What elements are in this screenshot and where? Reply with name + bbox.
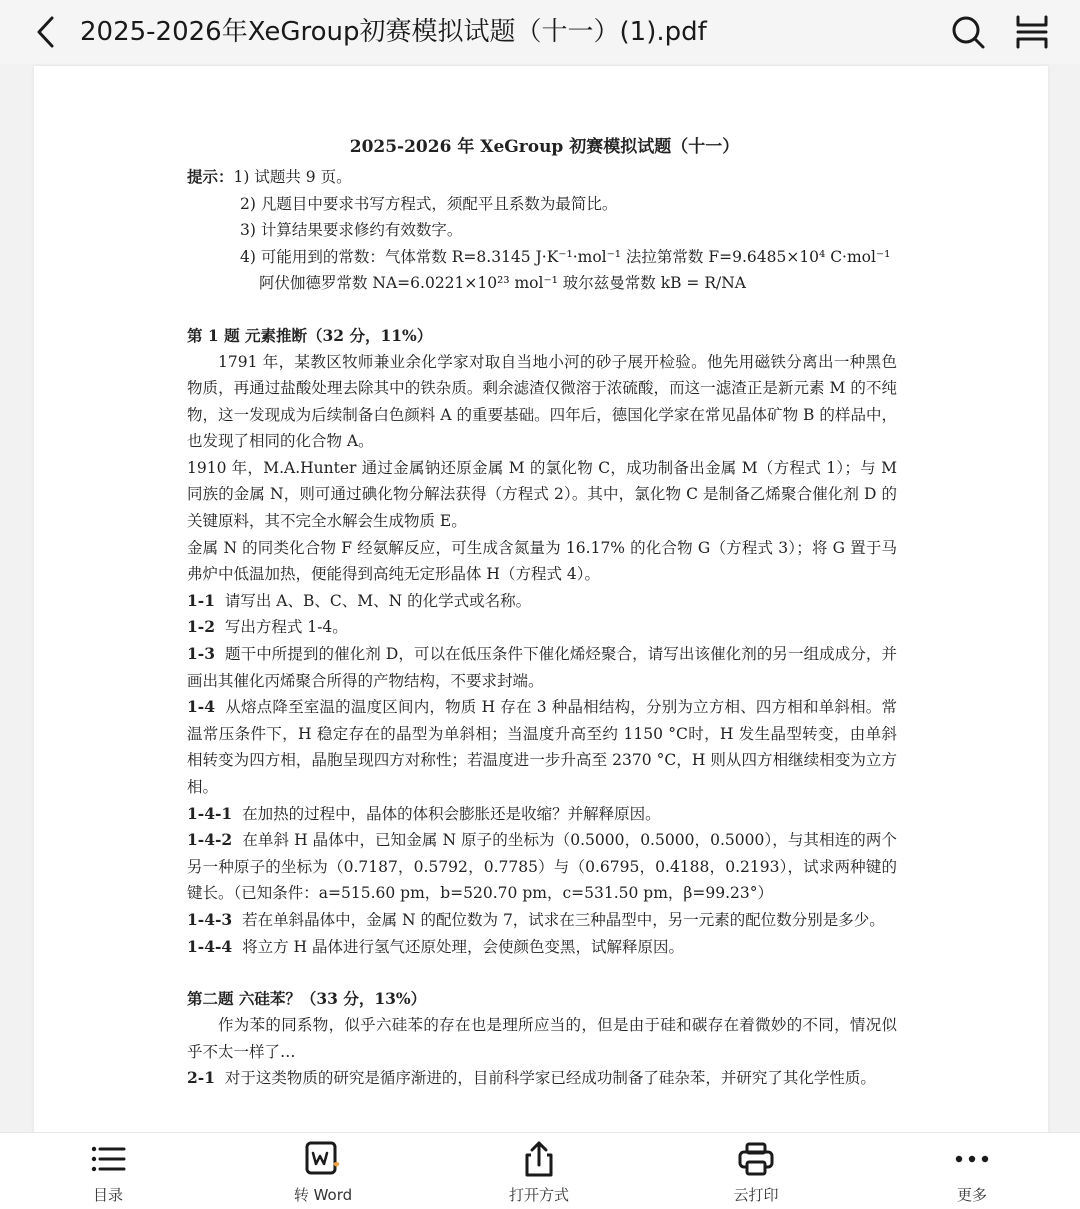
doc-title: 2025-2026 年 XeGroup 初赛模拟试题（十一） [349,137,740,157]
hint-item: 2) 凡题目中要求书写方程式，须配平且系数为最简比。 [240,194,618,213]
toolbar-label: 目录 [92,1186,123,1204]
question [187,1065,897,1092]
search-button[interactable] [948,12,988,52]
question-text: 若在单斜晶体中，金属 N 的配位数为 7，试求在三种晶型中，另一元素的配位数分别是多少。 [242,910,885,929]
pdf-page[interactable] [34,66,1048,1132]
question [187,614,897,641]
question-number: 1-4-4 [187,936,233,956]
question-text: 对于这类物质的研究是循序渐进的，目前科学家已经成功制备了硅杂苯，并研究了其化学性质。 [224,1069,876,1088]
question [187,694,897,800]
more-button[interactable] [912,1139,1032,1205]
question [187,801,897,828]
fit-width-button[interactable] [1012,12,1052,52]
question-text: 题干中所提到的催化剂 D，可以在低压条件下催化烯烃聚合，请写出该催化剂的另一组成成分，并画出其催化丙烯聚合所得的产物结构，不要求封端。 [187,645,898,690]
question-number: 1-1 [187,590,216,610]
question-text: 请写出 A、B、C、M、N 的化学式或名称。 [224,591,532,610]
question-text: 从熔点降至室温的温度区间内，物质 H 存在 3 种晶相结构，分别为立方相、四方相和单斜相。常温常压条件下，H 稳定存在的晶型为单斜相；当温度升高至约 1150 °C时，H 发生晶型转变，由单斜相转变为四方相，晶胞呈现四方对称性；若温度进一步升高至 2370 °C，H 则从四方相继续相变为立方相。 [187,698,898,796]
toolbar-label: 打开方式 [508,1186,569,1204]
question-text: 在加热的过程中，晶体的体积会膨胀还是收缩？并解释原因。 [242,804,661,823]
question [187,934,897,961]
question [187,907,897,934]
top-bar [0,0,1080,64]
question-number: 1-4-3 [187,909,233,929]
document-title: 2025-2026年XeGroup初赛模拟试题（十一）(1).pdf [80,17,707,47]
share-icon [519,1139,559,1179]
toolbar-label: 更多 [956,1186,987,1204]
paragraph: 1791 年，某教区牧师兼业余化学家对取自当地小河的砂子展开检验。他先用磁铁分离出一种黑色物质，再通过盐酸处理去除其中的铁杂质。剩余滤渣仅微溶于浓硫酸，而这一滤渣正是新元素 M 的不纯物，这一发现成为后续制备白色颜料 A 的重要基础。四年后，德国化学家在常见晶体矿物 B 的样品中，也发现了相同的化合物 A。 [187,352,897,451]
back-button[interactable] [28,12,68,52]
document-body [187,130,897,1092]
question-text: 在单斜 H 晶体中，已知金属 N 原子的坐标为（0.5000，0.5000，0.5000），与其相连的两个另一种原子的坐标为（0.7187，0.5792，0.7785）与（0.6795，0.4188，0.2193），试求两种键的键长。（已知条件：a=515.60 pm，b=520.70 pm，c=531.50 pm，β=99.23°） [187,831,897,903]
fit-width-icon [1012,12,1052,52]
question [187,827,897,907]
toolbar-label: 云打印 [733,1186,779,1204]
question [187,588,897,615]
question-number: 1-4 [187,697,216,717]
section-1-title: 第 1 题 元素推断（32 分，11%） [187,325,433,345]
more-icon [952,1139,992,1179]
open-with-button[interactable] [479,1139,599,1205]
question-text: 将立方 H 晶体进行氢气还原处理，会使颜色变黑，试解释原因。 [242,937,684,956]
paragraph: 作为苯的同系物，似乎六硅苯的存在也是理所应当的，但是由于硅和碳存在着微妙的不同，情况似乎不太一样了… [187,1016,897,1061]
chevron-left-icon [28,12,68,52]
hint-row [187,164,897,191]
question-number: 1-4-2 [187,830,233,850]
list-icon [88,1139,128,1179]
hint-continuation: 阿伏伽德罗常数 NA=6.0221×10²³ mol⁻¹ 玻尔兹曼常数 kB = R/NA [259,274,746,292]
toolbar-label: 转 Word [293,1186,353,1204]
question-number: 2-1 [187,1068,216,1088]
printer-icon [736,1139,776,1179]
question [187,641,897,694]
question-number: 1-3 [187,644,216,664]
paragraph: 金属 N 的同类化合物 F 经氨解反应，可生成含氮量为 16.17% 的化合物 G（方程式 3）；将 G 置于马弗炉中低温加热，便能得到高纯无定形晶体 H（方程式 4）。 [187,538,897,584]
question-text: 写出方程式 1-4。 [224,618,348,637]
hint-label: 提示： [187,167,234,186]
hint-item: 1) 试题共 9 页。 [233,168,352,186]
section-2-title: 第二题 六硅苯？（33 分，13%） [187,989,427,1009]
question-number: 1-2 [187,617,216,637]
toc-button[interactable] [48,1139,168,1205]
paragraph: 1910 年，M.A.Hunter 通过金属钠还原金属 M 的氯化物 C，成功制备出金属 M（方程式 1）；与 M 同族的金属 N，则可通过碘化物分解法获得（方程式 2）。其中，氯化物 C 是制备乙烯聚合催化剂 D 的关键原料，其不完全水解会生成物质 E。 [187,458,897,531]
hint-item: 3) 计算结果要求修约有效数字。 [240,221,463,239]
search-icon [948,12,988,52]
hint-item: 4) 可能用到的常数：气体常数 R=8.3145 J·K⁻¹·mol⁻¹ 法拉第常数 F=9.6485×10⁴ C·mol⁻¹ [240,247,891,266]
cloud-print-button[interactable] [696,1139,816,1205]
word-convert-icon [303,1139,343,1179]
question-number: 1-4-1 [187,803,233,823]
bottom-toolbar [0,1132,1080,1209]
convert-word-button[interactable] [263,1139,383,1205]
